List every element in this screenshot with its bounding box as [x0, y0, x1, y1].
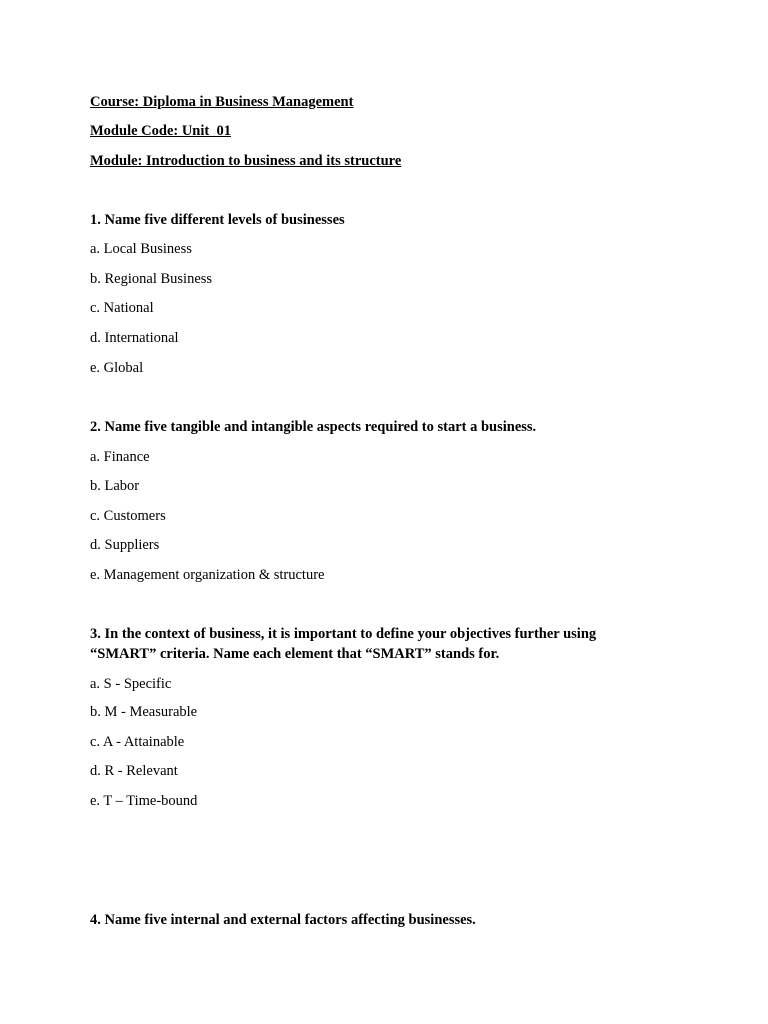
question-1: 1. Name five different levels of businesses	[90, 212, 345, 228]
question-4: 4. Name five internal and external factors affecting businesses.	[90, 912, 476, 928]
module-title: Module: Introduction to business and its structure	[90, 153, 402, 169]
question-2: 2. Name five tangible and intangible aspects required to start a business.	[90, 419, 537, 435]
answer-1b: b. Regional Business	[90, 271, 213, 287]
question-3: 3. In the context of business, it is important to define your objectives further using “SMART” criteria. Name each element that “SMART” stands for.	[90, 626, 597, 662]
answer-1a: a. Local Business	[90, 241, 192, 257]
answer-1e: e. Global	[90, 360, 144, 376]
answer-2d: d. Suppliers	[90, 537, 160, 553]
answer-3d: d. R - Relevant	[90, 763, 178, 779]
answer-3c: c. A - Attainable	[90, 734, 185, 750]
answer-2c: c. Customers	[90, 508, 166, 524]
answer-3e: e. T – Time-bound	[90, 793, 198, 809]
answer-1d: d. International	[90, 330, 179, 346]
answer-3a: a. S - Specific	[90, 676, 172, 692]
module-code: Module Code: Unit_01	[90, 123, 231, 139]
answer-1c: c. National	[90, 300, 154, 316]
course-title: Course: Diploma in Business Management	[90, 94, 354, 110]
answer-2a: a. Finance	[90, 449, 150, 465]
answer-2b: b. Labor	[90, 478, 140, 494]
answer-3b: b. M - Measurable	[90, 704, 198, 720]
answer-2e: e. Management organization & structure	[90, 567, 325, 583]
